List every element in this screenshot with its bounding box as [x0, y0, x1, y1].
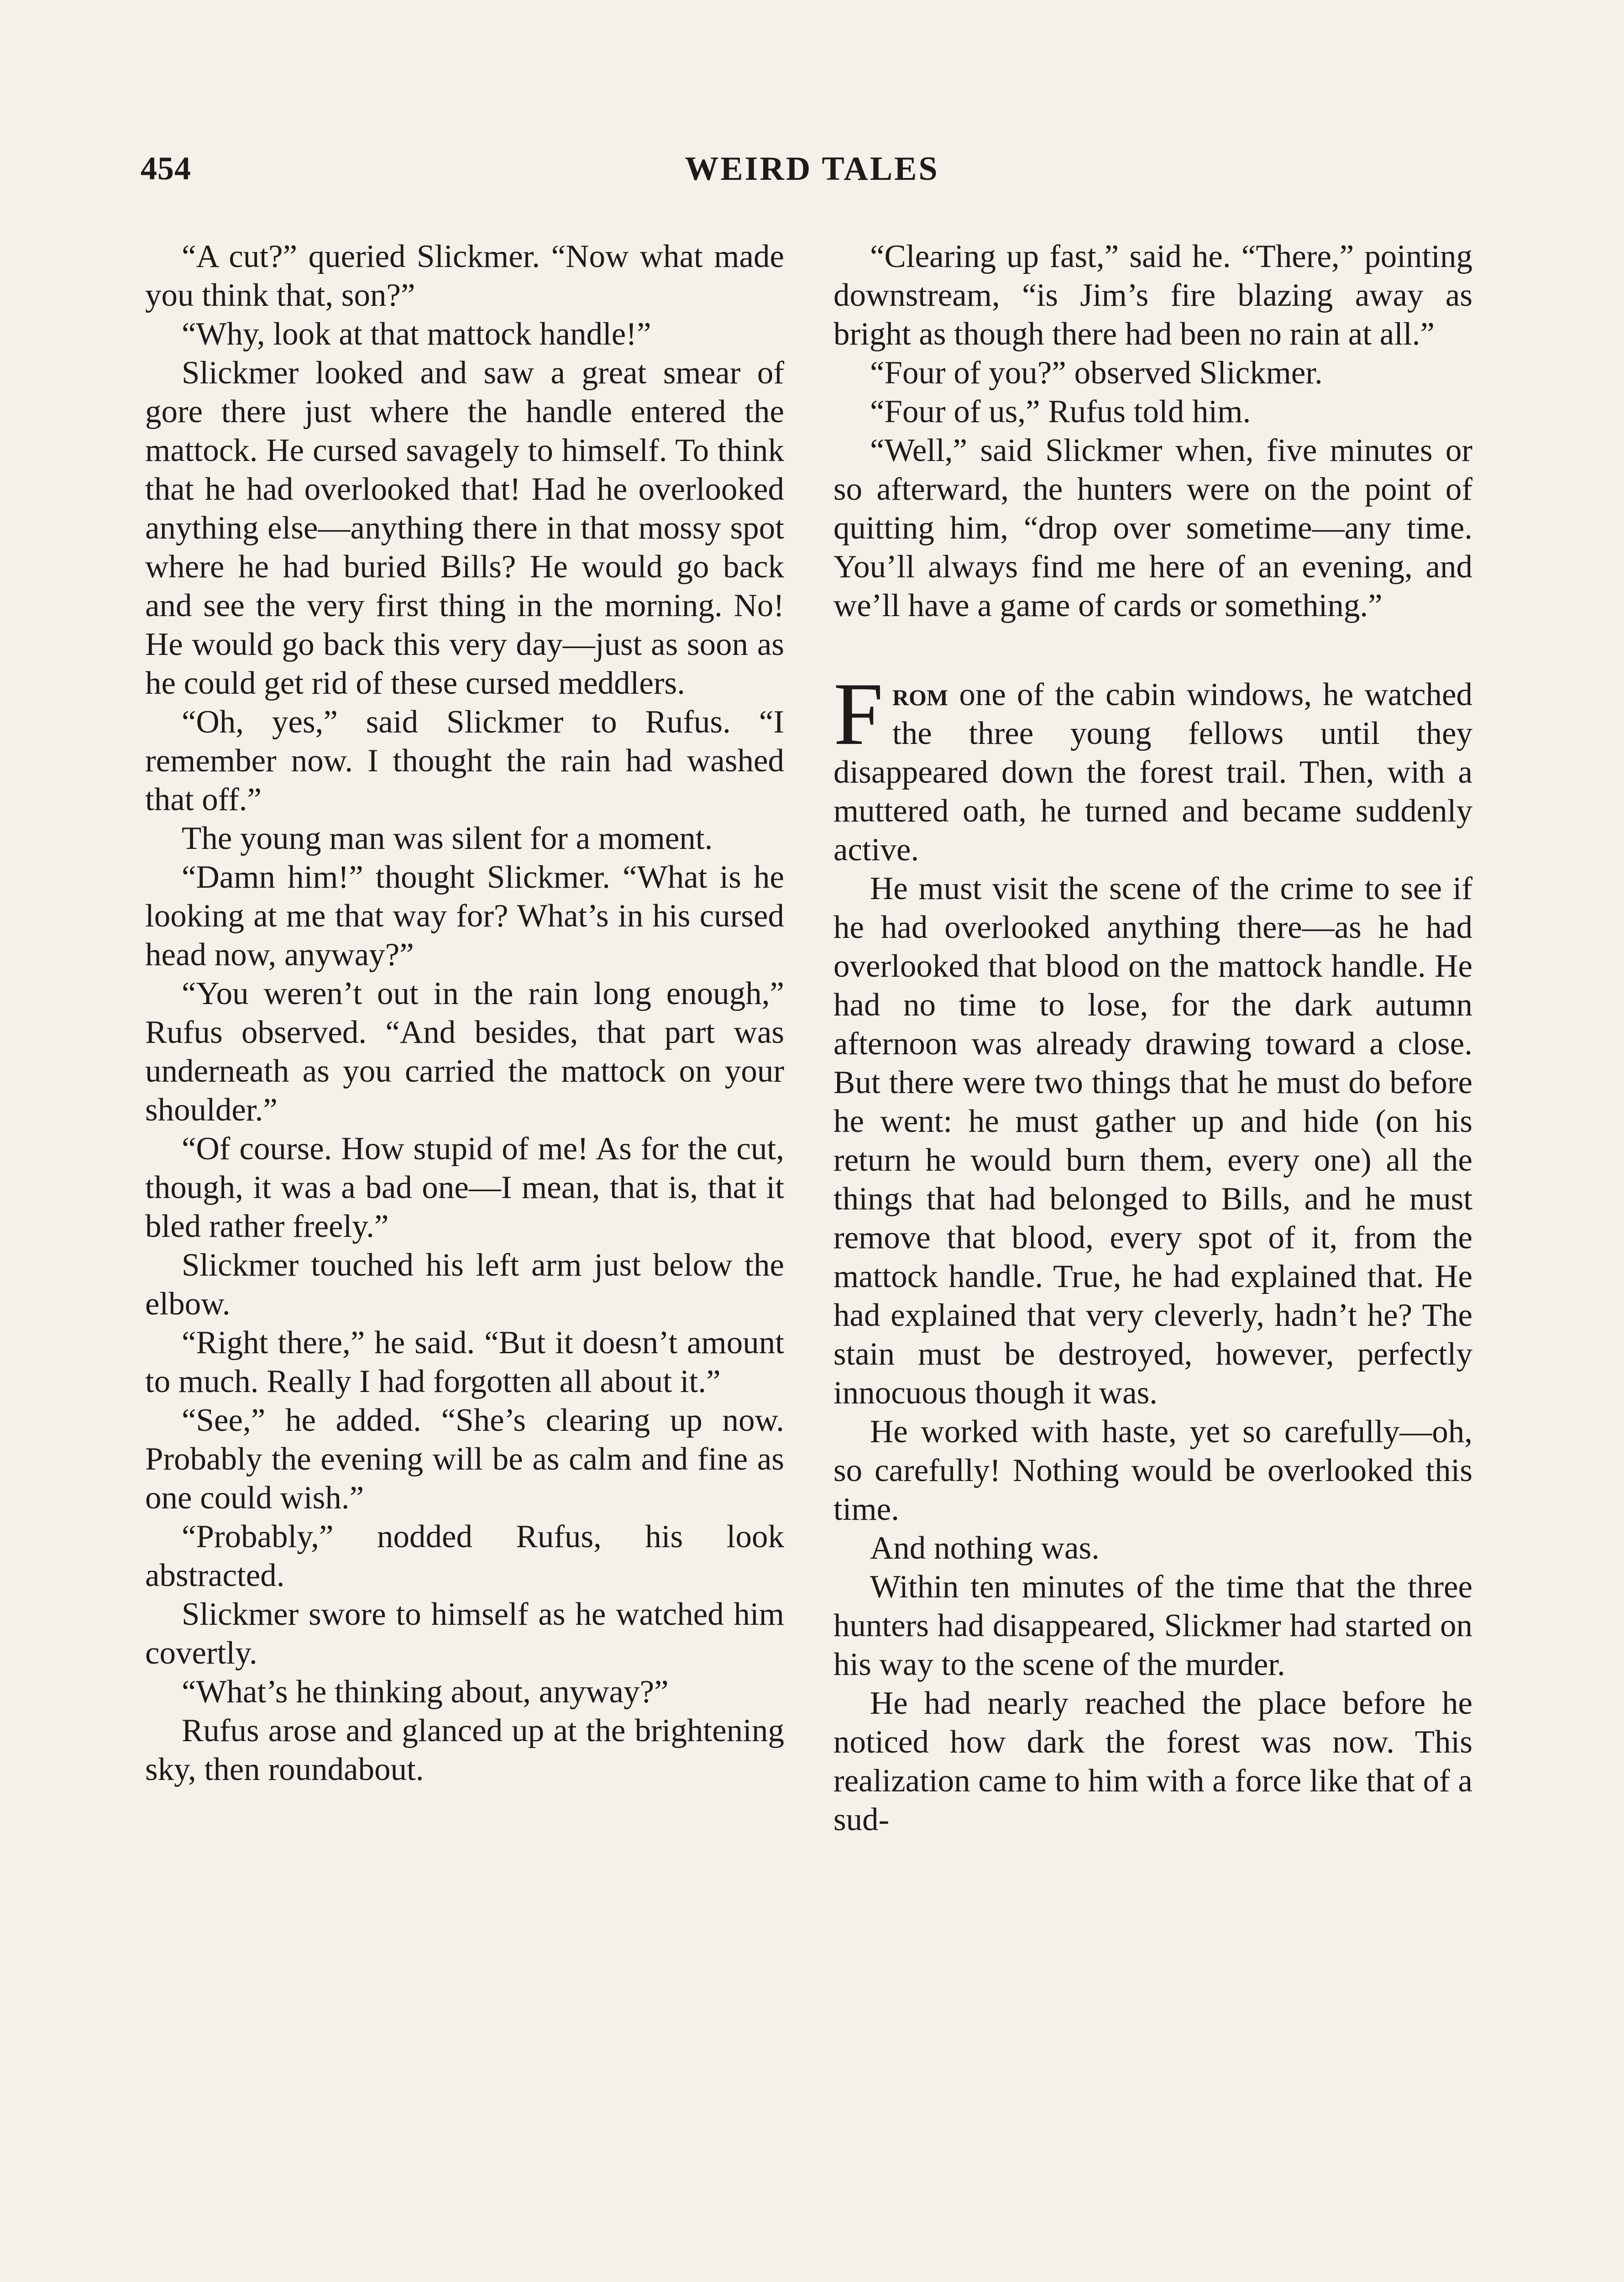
paragraph: “Four of you?” observed Slickmer. — [870, 355, 1323, 391]
paragraph: “Why, look at that mattock handle!” — [182, 316, 651, 352]
paragraph: Slickmer touched his left arm just below the elbow. — [145, 1247, 784, 1322]
left-column — [145, 237, 784, 1789]
paragraph: And nothing was. — [870, 1530, 1100, 1566]
page-header — [141, 145, 1483, 195]
paragraph: “Well,” said Slickmer when, five minutes or so afterward, the hunters were on the point of quitting him, “drop over sometime—any time. You’ll always find me here of an evening, and we’ll have a game of cards or something.” — [833, 433, 1472, 623]
paragraph: “Oh, yes,” said Slickmer to Rufus. “I remember now. I thought the rain had washed that off.” — [145, 704, 784, 817]
paragraph: Rufus arose and glanced up at the brightening sky, then roundabout. — [145, 1713, 784, 1787]
paragraph: He had nearly reached the place before he noticed how dark the forest was now. This realization came to him with a force like that of a sud- — [833, 1685, 1472, 1837]
paragraph: “Clearing up fast,” said he. “There,” pointing downstream, “is Jim’s fire blazing away as bright as though there had been no rain at all.” — [833, 239, 1472, 352]
running-head: WEIRD TALES — [685, 150, 939, 188]
paragraph: “What’s he thinking about, anyway?” — [182, 1674, 669, 1710]
paragraph: “Probably,” nodded Rufus, his look abstracted. — [145, 1519, 784, 1593]
paragraph: Within ten minutes of the time that the three hunters had disappeared, Slickmer had started on his way to the scene of the murder. — [833, 1569, 1472, 1682]
section-opening-text: one of the cabin windows, he watched the three young fellows until they disappeared down the forest trail. Then, with a muttered oath, he turned and became suddenly active. — [833, 677, 1472, 868]
paragraph: “Of course. How stupid of me! As for the cut, though, it was a bad one—I mean, that is, that it bled rather freely.” — [145, 1131, 784, 1244]
paragraph: “Four of us,” Rufus told him. — [870, 394, 1251, 429]
paragraph: He worked with haste, yet so carefully—oh, so carefully! Nothing would be overlooked this time. — [833, 1414, 1472, 1527]
paragraph: He must visit the scene of the crime to see if he had overlooked anything there—as he had overlooked that blood on the mattock handle. He had no time to lose, for the dark autumn afternoon was already drawing toward a close. But there were two things that he must do before he went: he must gather up and hide (on his return he would burn them, every one) all the things that had belonged to Bills, and he must remove that blood, every spot of it, from the mattock handle. True, he had explained that. He had explained that very cleverly, hadn’t he? The stain must be destroyed, however, perfectly innocuous though it was. — [833, 871, 1472, 1411]
paragraph: “A cut?” queried Slickmer. “Now what made you think that, son?” — [145, 239, 784, 313]
paragraph: Slickmer looked and saw a great smear of gore there just where the handle entered the mattock. He cursed savagely to himself. To think that he had overlooked that! Had he overlooked anything else—anything there in that mossy spot where he had buried Bills? He would go back and see the very first thing in the morning. No! He would go back this very day—just as soon as he could get rid of these cursed meddlers. — [145, 355, 784, 701]
paragraph: “Damn him!” thought Slickmer. “What is he looking at me that way for? What’s in his cursed head now, anyway?” — [145, 859, 784, 973]
paragraph: “See,” he added. “She’s clearing up now. Probably the evening will be as calm and fine as one could wish.” — [145, 1403, 784, 1516]
section-opening-paragraph — [833, 665, 1472, 869]
drop-cap: F — [833, 665, 884, 764]
paragraph: “You weren’t out in the rain long enough,” Rufus observed. “And besides, that part was underneath as you carried the mattock on your shoulder.” — [145, 976, 784, 1128]
right-column — [833, 237, 1472, 1839]
paragraph: Slickmer swore to himself as he watched him covertly. — [145, 1596, 784, 1671]
small-caps-lead: rom — [892, 677, 948, 712]
paragraph: “Right there,” he said. “But it doesn’t amount to much. Really I had forgotten all about it.” — [145, 1325, 784, 1399]
page-number: 454 — [141, 150, 191, 187]
paragraph: The young man was silent for a moment. — [182, 821, 713, 856]
